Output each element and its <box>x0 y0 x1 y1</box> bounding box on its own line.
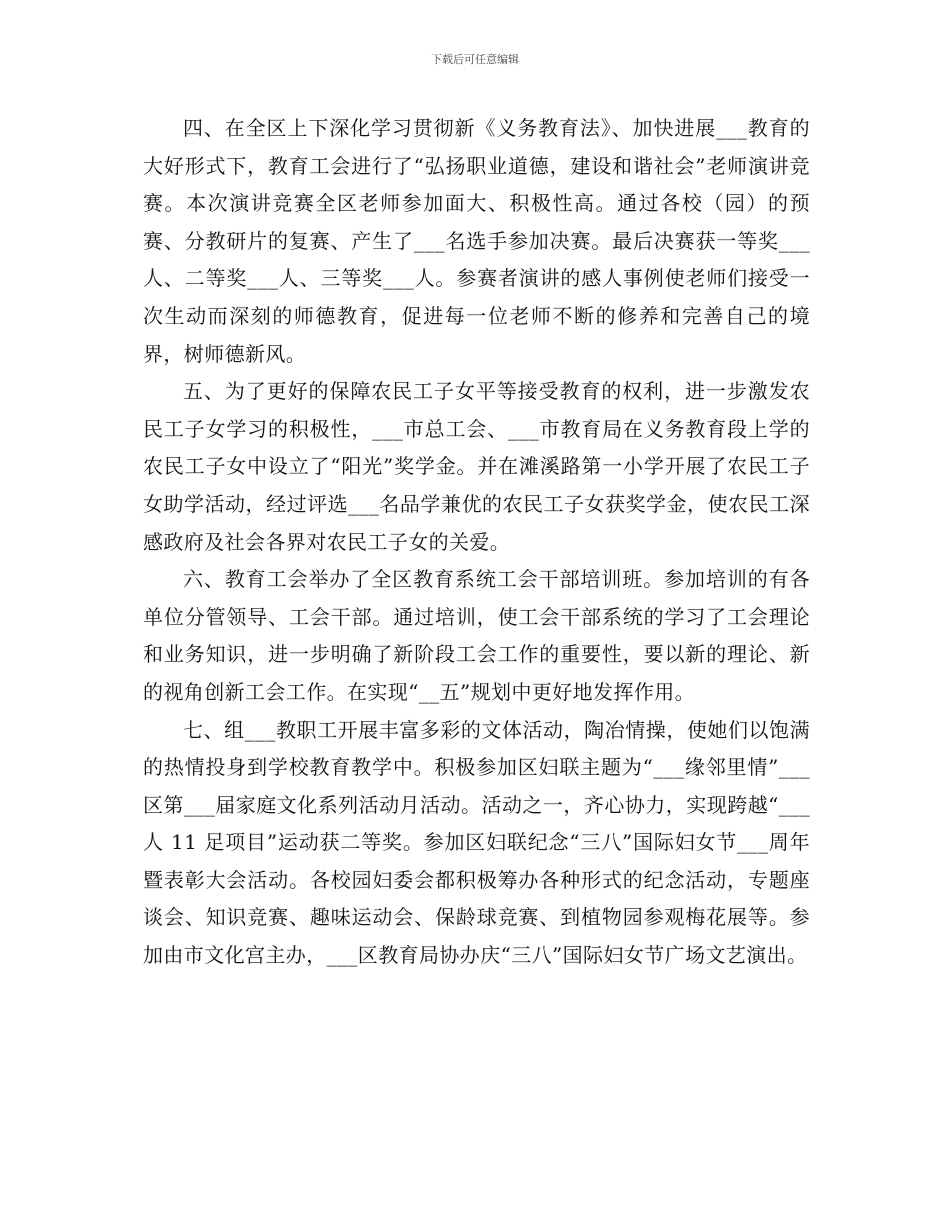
document-body <box>143 110 810 975</box>
page-header: 下载后可任意编辑 <box>431 53 519 66</box>
paragraph-4: 四、在全区上下深化学习贯彻新《义务教育法》、加快进展___教育的大好形式下，教育工会进行了“弘扬职业道德，建设和谐社会”老师演讲竞赛。本次演讲竞赛全区老师参加面大、积极性高。通过各校（园）的预赛、分教研片的复赛、产生了___名选手参加决赛。最后决赛获一等奖___人、二等奖___人、三等奖___人。参赛者演讲的感人事例使老师们接受一次生动而深刻的师德教育，促进每一位老师不断的修养和完善自己的境界，树师德新风。 <box>143 116 810 366</box>
paragraph-7: 七、组___教职工开展丰富多彩的文体活动，陶冶情操，使她们以饱满的热情投身到学校教育教学中。积极参加区妇联主题为“___缘邻里情”___区第___届家庭文化系列活动月活动。活动之一，齐心协力，实现跨越“___人 11 足项目”运动获二等奖。参加区妇联纪念“三八”国际妇女节___周年暨表彰大会活动。各校园妇委会都积极筹办各种形式的纪念活动，专题座谈会、知识竞赛、趣味运动会、保龄球竞赛、到植物园参观梅花展等。参加由市文化宫主办，___区教育局协办庆“三八”国际妇女节广场文艺演出。 <box>143 717 810 968</box>
paragraph-5: 五、为了更好的保障农民工子女平等接受教育的权利，进一步激发农民工子女学习的积极性，___市总工会、___市教育局在义务教育段上学的农民工子女中设立了“阳光”奖学金。并在滩溪路第一小学开展了农民工子女助学活动，经过评选___名品学兼优的农民工子女获奖学金，使农民工深感政府及社会各界对农民工子女的关爱。 <box>143 379 810 554</box>
paragraph-6: 六、教育工会举办了全区教育系统工会干部培训班。参加培训的有各单位分管领导、工会干部。通过培训，使工会干部系统的学习了工会理论和业务知识，进一步明确了新阶段工会工作的重要性，要以新的理论、新的视角创新工会工作。在实现“__五”规划中更好地发挥作用。 <box>143 567 810 704</box>
